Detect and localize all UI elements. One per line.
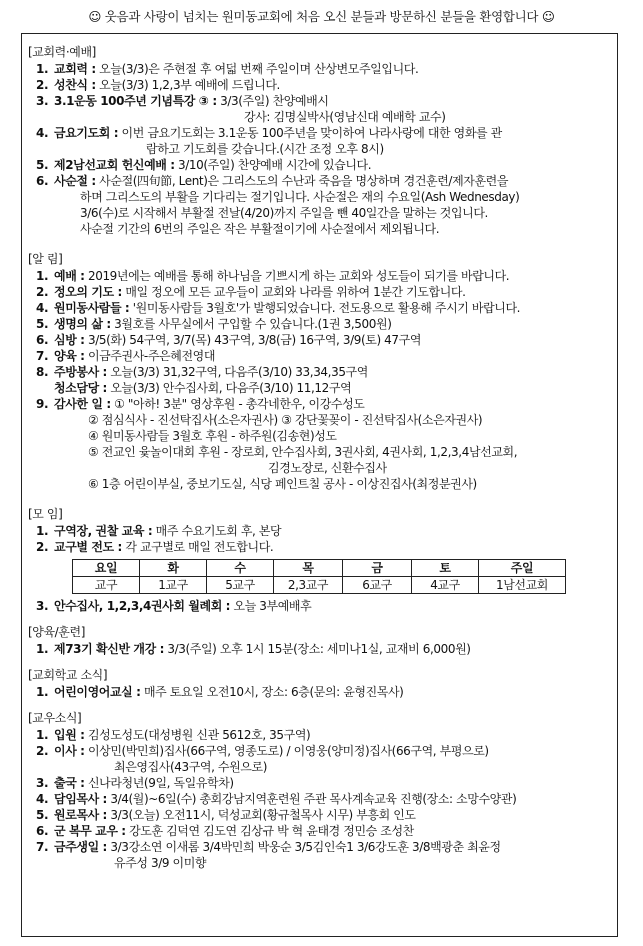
item-label: 3.1운동 100주년 기념특강 ③ :: [54, 94, 217, 108]
item-text: 매주 수요기도회 후, 본당: [152, 524, 282, 538]
table-cell: 교구: [73, 577, 140, 594]
item-label: 원미동사람들 :: [54, 301, 130, 315]
item-number: 2.: [36, 78, 49, 92]
item-number: 2.: [36, 540, 49, 554]
item-label: 제2남선교회 헌신예배 :: [54, 158, 175, 172]
list-item: [28, 396, 613, 412]
item-continuation: 강사: 김명실박사(영남신대 예배학 교수): [244, 110, 446, 124]
item-continuation: 람하고 기도회를 갖습니다.(시간 조정 오후 8시): [146, 142, 384, 156]
item-number: 2.: [36, 285, 49, 299]
item-label: 안수집사, 1,2,3,4권사회 월례회 :: [54, 599, 231, 613]
item-number: 8.: [36, 365, 49, 379]
item-label: 예배 :: [54, 269, 85, 283]
list-item: [28, 77, 613, 93]
item-label: 교회력 :: [54, 62, 96, 76]
thanks-line: ② 점심식사 - 진선탁집사(소은자권사) ③ 강단꽃꽂이 - 진선탁집사(소은자권사): [88, 413, 483, 427]
table-cell: 5교구: [207, 577, 274, 594]
table-cell: 1남선교회: [479, 577, 566, 594]
table-cell: 목: [274, 560, 343, 577]
item-text: 강도훈 김덕연 김도연 김상규 박 혁 윤태경 정민승 조성찬: [125, 824, 414, 838]
list-item: [28, 380, 613, 396]
list-item: [28, 775, 613, 791]
item-text: 3/3강소연 이새롬 3/4박민희 박웅순 3/5김인숙1 3/6강도훈 3/8백광춘 최윤정: [106, 840, 501, 854]
list-item: [28, 300, 613, 316]
item-number: 1.: [36, 62, 49, 76]
table-cell: 2,3교구: [274, 577, 343, 594]
section-training: [28, 624, 613, 657]
item-continuation: 3/6(수)로 시작해서 부활절 전날(4/20)까지 주일을 뺀 40일간을 말하는 것입니다.: [80, 206, 488, 220]
item-text: 3/3(주일) 찬양예배시: [216, 94, 329, 108]
item-text: 사순절(四旬節, Lent)은 그리스도의 수난과 죽음을 명상하며 경건훈련/제자훈련을: [95, 174, 509, 188]
item-number: 1.: [36, 642, 49, 656]
table-cell: 요일: [73, 560, 140, 577]
table-cell: 주일: [479, 560, 566, 577]
list-item: [28, 348, 613, 364]
table-cell: 수: [207, 560, 274, 577]
thanks-line: ④ 원미동사람들 3월호 후원 - 하주원(김송현)성도: [88, 429, 337, 443]
item-label: 심방 :: [54, 333, 85, 347]
list-item: [28, 364, 613, 380]
list-item: [28, 743, 613, 759]
section-calendar: [28, 44, 613, 237]
section-notice: [28, 251, 613, 492]
item-label: 양육 :: [54, 349, 85, 363]
item-label: 금주생일 :: [54, 840, 107, 854]
section-members: [28, 710, 613, 871]
welcome-header: ☺ 웃음과 사랑이 넘치는 원미동교회에 처음 오신 분들과 방문하신 분들을 환영합니다 ☺: [88, 9, 555, 24]
item-number: [28, 380, 54, 396]
table-row: [73, 560, 566, 577]
item-label: 정오의 기도 :: [54, 285, 122, 299]
list-item: [28, 332, 613, 348]
item-continuation: 사순절 기간의 6번의 주일은 작은 부활절이기에 사순절에서 제외됩니다.: [80, 222, 440, 236]
table-cell: 6교구: [343, 577, 412, 594]
item-text: 김성도성도(대성병원 신관 5612호, 35구역): [84, 728, 311, 742]
list-item: [28, 641, 613, 657]
evangelism-schedule-table: [72, 559, 566, 594]
item-label: 주방봉사 :: [54, 365, 107, 379]
item-number: 1.: [36, 728, 49, 742]
section-title: [교회력·예배]: [28, 45, 96, 59]
item-continuation: 하며 그리스도의 부활을 기다리는 절기입니다. 사순절은 재의 수요일(Ash Wednesday): [80, 190, 520, 204]
thanks-line: ⑥ 1층 어린이부실, 중보기도실, 식당 페인트칠 공사 - 이상진집사(최정분권사): [88, 477, 477, 491]
item-text: 신나라청년(9일, 독일유학차): [84, 776, 234, 790]
item-continuation: 유주성 3/9 이미향: [114, 856, 207, 870]
item-label: 사순절 :: [54, 174, 96, 188]
section-title: [알 림]: [28, 252, 63, 266]
item-number: 2.: [36, 744, 49, 758]
list-item: [28, 157, 613, 173]
list-item: [28, 61, 613, 77]
item-text: 이금주권사-주은혜전영대: [84, 349, 216, 363]
list-item: [28, 93, 613, 109]
item-number: 6.: [36, 333, 49, 347]
bulletin-content: [28, 44, 613, 881]
item-number: 3.: [36, 776, 49, 790]
item-text: 3/3(오늘) 오전11시, 덕성교회(황규철목사 시무) 부흥회 인도: [106, 808, 416, 822]
list-item: [28, 539, 613, 555]
table-cell: 금: [343, 560, 412, 577]
section-title: [교우소식]: [28, 711, 82, 725]
item-label: 이사 :: [54, 744, 85, 758]
item-label: 입원 :: [54, 728, 85, 742]
item-number: 7.: [36, 840, 49, 854]
thanks-line: ⑤ 전교인 윷놀이대회 후원 - 장로회, 안수집사회, 3권사회, 4권사회, 1,2,3,4남선교회,: [88, 445, 518, 459]
item-label: 담임목사 :: [54, 792, 107, 806]
table-row: [73, 577, 566, 594]
section-title: [모 임]: [28, 507, 63, 521]
item-text: 3/4(월)~6일(수) 총회강남지역훈련원 주관 목사계속교육 진행(장소: 소망수양관): [106, 792, 517, 806]
item-text: 이번 금요기도회는 3.1운동 100주년을 맞이하여 나라사랑에 대한 영화를 관: [118, 126, 502, 140]
item-number: 6.: [36, 174, 49, 188]
item-number: 3.: [36, 599, 49, 613]
list-item: [28, 791, 613, 807]
item-number: 1.: [36, 685, 49, 699]
item-number: 5.: [36, 158, 49, 172]
table-cell: 화: [140, 560, 207, 577]
item-label: 군 복무 교우 :: [54, 824, 126, 838]
item-number: 7.: [36, 349, 49, 363]
item-text: ① "아하! 3분" 영상후원 - 총각네한우, 이강수성도: [110, 397, 365, 411]
table-cell: 1교구: [140, 577, 207, 594]
item-text: '원미동사람들 3월호'가 발행되었습니다. 전도용으로 활용해 주시기 바랍니다.: [129, 301, 521, 315]
item-number: 3.: [36, 94, 49, 108]
section-school: [28, 667, 613, 700]
item-label: 어린이영어교실 :: [54, 685, 141, 699]
item-label: 감사한 일 :: [54, 397, 111, 411]
item-text: 각 교구별로 매일 전도합니다.: [121, 540, 274, 554]
item-label: 출국 :: [54, 776, 85, 790]
item-label: 금요기도회 :: [54, 126, 119, 140]
list-item: [28, 125, 613, 141]
list-item: [28, 807, 613, 823]
item-label: 생명의 삶 :: [54, 317, 111, 331]
list-item: [28, 284, 613, 300]
list-item: [28, 839, 613, 855]
item-label: 제73기 확신반 개강 :: [54, 642, 164, 656]
item-number: 9.: [36, 397, 49, 411]
item-number: 5.: [36, 808, 49, 822]
item-text: 오늘(3/3) 안수집사회, 다음주(3/10) 11,12구역: [106, 381, 352, 395]
item-text: 3/5(화) 54구역, 3/7(목) 43구역, 3/8(금) 16구역, 3/9(토) 47구역: [84, 333, 422, 347]
item-label: 구역장, 권찰 교육 :: [54, 524, 153, 538]
item-text: 오늘(3/3) 31,32구역, 다음주(3/10) 33,34,35구역: [106, 365, 368, 379]
item-number: 1.: [36, 524, 49, 538]
list-item: [28, 823, 613, 839]
item-number: 1.: [36, 269, 49, 283]
item-text: 오늘(3/3) 1,2,3부 예배에 드립니다.: [95, 78, 280, 92]
list-item: [28, 173, 613, 189]
item-number: 4.: [36, 792, 49, 806]
item-text: 이상민(박민희)집사(66구역, 영종도로) / 이영웅(양미정)집사(66구역, 부평으로): [84, 744, 489, 758]
list-item: [28, 316, 613, 332]
list-item: [28, 727, 613, 743]
item-text: 3/3(주일) 오후 1시 15분(장소: 세미나1실, 교재비 6,000원): [163, 642, 471, 656]
list-item: [28, 268, 613, 284]
section-meeting: [28, 506, 613, 614]
item-text: 3/10(주일) 찬양예배 시간에 있습니다.: [174, 158, 372, 172]
item-text: 오늘 3부예배후: [230, 599, 312, 613]
item-label: 청소담당 :: [54, 381, 107, 395]
item-label: 성찬식 :: [54, 78, 96, 92]
item-number: 4.: [36, 301, 49, 315]
item-text: 매일 정오에 모든 교우들이 교회와 나라를 위하여 1분간 기도합니다.: [121, 285, 466, 299]
table-cell: 4교구: [412, 577, 479, 594]
section-title: [교회학교 소식]: [28, 668, 108, 682]
list-item: [28, 523, 613, 539]
table-cell: 토: [412, 560, 479, 577]
item-label: 원로목사 :: [54, 808, 107, 822]
item-number: 6.: [36, 824, 49, 838]
item-text: 매주 토요일 오전10시, 장소: 6층(문의: 윤형진목사): [140, 685, 404, 699]
thanks-line: 김경노장로, 신환수집사: [268, 461, 387, 475]
item-text: 3월호를 사무실에서 구입할 수 있습니다.(1권 3,500원): [110, 317, 392, 331]
item-text: 오늘(3/3)은 주현절 후 여덟 번째 주일이며 산상변모주일입니다.: [95, 62, 419, 76]
item-continuation: 최은영집사(43구역, 수원으로): [114, 760, 267, 774]
item-number: 4.: [36, 126, 49, 140]
list-item: [28, 598, 613, 614]
item-label: 교구별 전도 :: [54, 540, 122, 554]
section-title: [양육/훈련]: [28, 625, 85, 639]
list-item: [28, 684, 613, 700]
item-text: 2019년에는 예배를 통해 하나님을 기쁘시게 하는 교회와 성도들이 되기를 바랍니다.: [84, 269, 510, 283]
item-number: 5.: [36, 317, 49, 331]
